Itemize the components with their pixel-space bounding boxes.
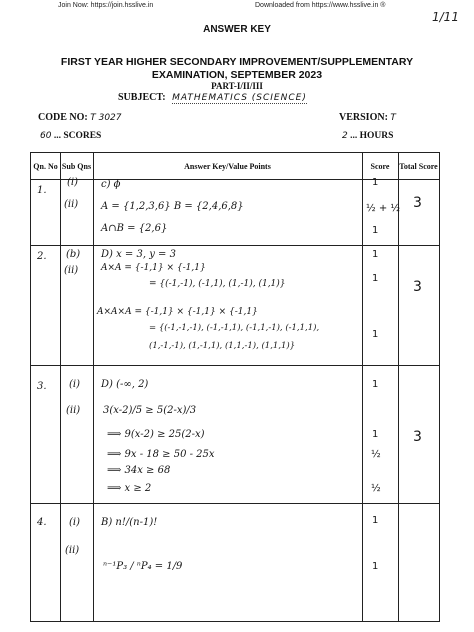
- q2-sub2-line5: (1,-1,-1), (1,-1,1), (1,1,-1), (1,1,1)}: [149, 341, 296, 351]
- q1-total: 3: [413, 195, 422, 211]
- q1-sub2-score2: 1: [372, 225, 379, 236]
- q2-sub2-line2: = {(-1,-1), (-1,1), (1,-1), (1,1)}: [149, 279, 286, 289]
- code-label: CODE NO:: [38, 112, 88, 123]
- q2-number: 2.: [37, 251, 47, 262]
- q3-sub1-score1: 1: [372, 379, 379, 390]
- header-total: Total Score: [399, 161, 438, 171]
- q3-total: 3: [413, 429, 422, 445]
- version-value: T: [390, 113, 396, 123]
- q2-total: 3: [413, 279, 422, 295]
- q1-sub1-score1: 1: [372, 177, 379, 188]
- q4-sub2-line1: ⁿ⁻¹P₃ / ⁿP₄ = 1/9: [103, 561, 183, 572]
- q3-sub2-score2: ½: [371, 449, 381, 460]
- hours-line: [342, 131, 393, 141]
- exam-title-line2: EXAMINATION, SEPTEMBER 2023: [151, 69, 323, 81]
- version-label: VERSION:: [339, 112, 388, 123]
- code-value: T 3027: [90, 113, 122, 123]
- col-divider: [93, 153, 94, 621]
- download-link[interactable]: Downloaded from https://www.hsslive.in ®: [255, 2, 386, 9]
- q3-sub2-line5: ⟹ x ≥ 2: [107, 483, 152, 494]
- q1-sub2: (ii): [64, 199, 79, 210]
- q3-sub2-line1: 3(x-2)/5 ≥ 5(2-x)/3: [103, 405, 197, 416]
- scores-line: [40, 131, 101, 141]
- q2-sub2-score2: 1: [372, 329, 379, 340]
- q3-sub2-line3: ⟹ 9x - 18 ≥ 50 - 25x: [107, 449, 215, 460]
- row-divider: [31, 503, 439, 504]
- q1-sub2-line1: A = {1,2,3,6} B = {2,4,6,8}: [101, 201, 244, 212]
- q2-sub1-extra: (b): [66, 249, 81, 260]
- answer-key-heading: ANSWER KEY: [203, 24, 271, 35]
- join-link[interactable]: Join Now: https://join.hsslive.in: [58, 2, 154, 9]
- q3-sub2-line4: ⟹ 34x ≥ 68: [107, 465, 171, 476]
- hours-label: ... HOURS: [350, 131, 394, 141]
- q3-sub1: (i): [69, 379, 81, 390]
- code-line: [38, 112, 122, 123]
- q3-sub2-score1: 1: [372, 429, 379, 440]
- subject-label: SUBJECT:: [118, 92, 166, 103]
- header-sub: Sub Qns: [61, 161, 92, 171]
- exam-part: PART-I/II/III: [211, 81, 263, 91]
- subject-line: [118, 92, 307, 103]
- q2-sub2-line3: A×A×A = {-1,1} × {-1,1} × {-1,1}: [97, 307, 258, 317]
- q1-sub2-line2: A∩B = {2,6}: [101, 223, 168, 234]
- q2-sub1-score1: 1: [372, 249, 379, 260]
- q1-sub1: (i): [67, 177, 79, 188]
- q2-sub2-line4: = {(-1,-1,-1), (-1,-1,1), (-1,1,-1), (-1,1,1),: [149, 323, 320, 333]
- page-number-mark: 1/11: [432, 10, 459, 24]
- q3-sub2-line2: ⟹ 9(x-2) ≥ 25(2-x): [107, 429, 205, 440]
- col-divider: [60, 153, 61, 621]
- q4-sub2: (ii): [65, 545, 80, 556]
- q3-sub2: (ii): [66, 405, 81, 416]
- q1-sub1-line1: c) ϕ: [101, 179, 121, 190]
- row-divider: [31, 245, 439, 246]
- q3-number: 3.: [37, 381, 47, 392]
- header-qn: Qn. No: [33, 161, 58, 171]
- scores-value: 60: [40, 131, 52, 141]
- q3-sub2-score3: ½: [371, 483, 381, 494]
- q4-number: 4.: [37, 517, 47, 528]
- q2-sub1-line1: D) x = 3, y = 3: [101, 249, 176, 260]
- version-line: [339, 112, 396, 123]
- hours-value: 2: [342, 131, 348, 141]
- download-header-bar: [0, 2, 474, 12]
- q1-number: 1.: [37, 185, 47, 196]
- subject-value: MATHEMATICS (SCIENCE): [172, 93, 307, 103]
- q2-sub2-line1: A×A = {-1,1} × {-1,1}: [101, 263, 206, 273]
- q4-sub2-score1: 1: [372, 561, 379, 572]
- q1-sub2-score1: ½ + ½: [366, 203, 401, 214]
- q4-sub1-score1: 1: [372, 515, 379, 526]
- q4-sub1-line1: B) n!/(n-1)!: [101, 517, 158, 528]
- q3-sub1-line1: D) (-∞, 2): [101, 379, 149, 390]
- row-divider: [31, 365, 439, 366]
- col-divider: [398, 153, 399, 621]
- header-score: Score: [370, 161, 390, 171]
- col-divider: [362, 153, 363, 621]
- q2-sub2: (ii): [64, 265, 79, 276]
- q4-sub1: (i): [69, 517, 81, 528]
- q2-sub2-score1: 1: [372, 273, 379, 284]
- scores-label: ... SCORES: [53, 131, 102, 141]
- exam-title-line1: FIRST YEAR HIGHER SECONDARY IMPROVEMENT/SUPPLEMENTARY: [60, 56, 414, 68]
- header-key: Answer Key/Value Points: [184, 161, 271, 171]
- answer-table: [30, 152, 440, 622]
